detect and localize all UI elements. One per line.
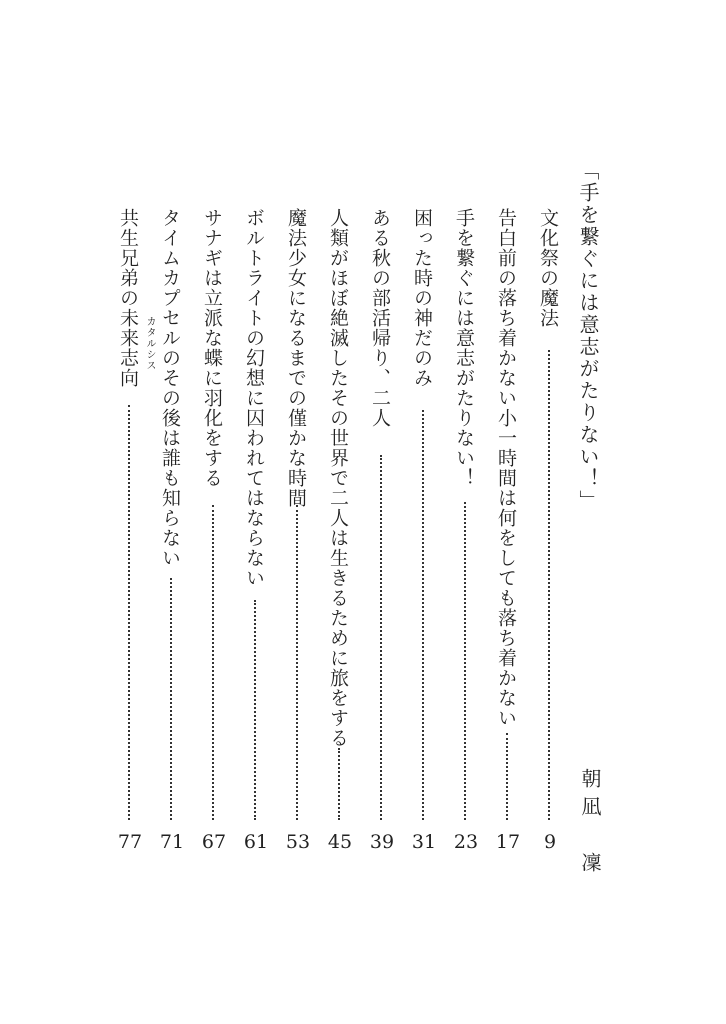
toc-entry-title: 魔法少女になるまでの僅かな時間 [285, 208, 307, 508]
toc-entry-page: 45 [327, 831, 353, 853]
toc-entry-title: 告白前の落ち着かない小一時間は何をしても落ち着かない [495, 208, 517, 728]
toc-entry-title: タイムカプセルのその後は誰も知らない [159, 208, 181, 568]
leader-dots [212, 505, 214, 820]
leader-dots [548, 350, 550, 820]
toc-entry-title: 文化祭の魔法 [537, 208, 559, 328]
toc-entry-page: 23 [453, 831, 479, 853]
toc-entry-page: 67 [201, 831, 227, 853]
leader-dots [506, 733, 508, 820]
toc-entry-page: 61 [243, 831, 269, 853]
toc-entry-page: 31 [411, 831, 437, 853]
toc-entry-page: 77 [117, 831, 143, 853]
toc-entry-title: 共生兄弟の未来志向 [117, 208, 139, 388]
leader-dots [296, 505, 298, 820]
toc-entry-page: 71 [159, 831, 185, 853]
toc-entry-title: サナギは立派な蝶に羽化をする [201, 208, 223, 488]
leader-dots [128, 405, 130, 820]
toc-entry-page: 17 [495, 831, 521, 853]
toc-entry-title: ボルトライトの幻想に囚われてはならない [243, 208, 265, 588]
toc-entry-title: ある秋の部活帰り、二人 [369, 208, 391, 428]
leader-dots [464, 502, 466, 820]
leader-dots [254, 600, 256, 820]
leader-dots [380, 455, 382, 820]
toc-entry-title: 困った時の神だのみ [411, 208, 433, 388]
leader-dots [170, 578, 172, 820]
toc-entry-page: 39 [369, 831, 395, 853]
author-name: 朝凪 凜 [578, 768, 602, 880]
leader-dots [338, 748, 340, 820]
toc-entry-title: 人類がほぼ絶滅したその世界で二人は生きるために旅をする [327, 208, 349, 748]
leader-dots [422, 410, 424, 820]
toc-entry-page: 53 [285, 831, 311, 853]
toc-entry-page: 9 [543, 831, 557, 853]
toc-entry-title: 手を繋ぐには意志がたりない！ [453, 208, 475, 488]
toc-entry-ruby: カタルシス [144, 316, 155, 371]
book-title: 「手を繋ぐには意志がたりない！」 [576, 160, 600, 512]
